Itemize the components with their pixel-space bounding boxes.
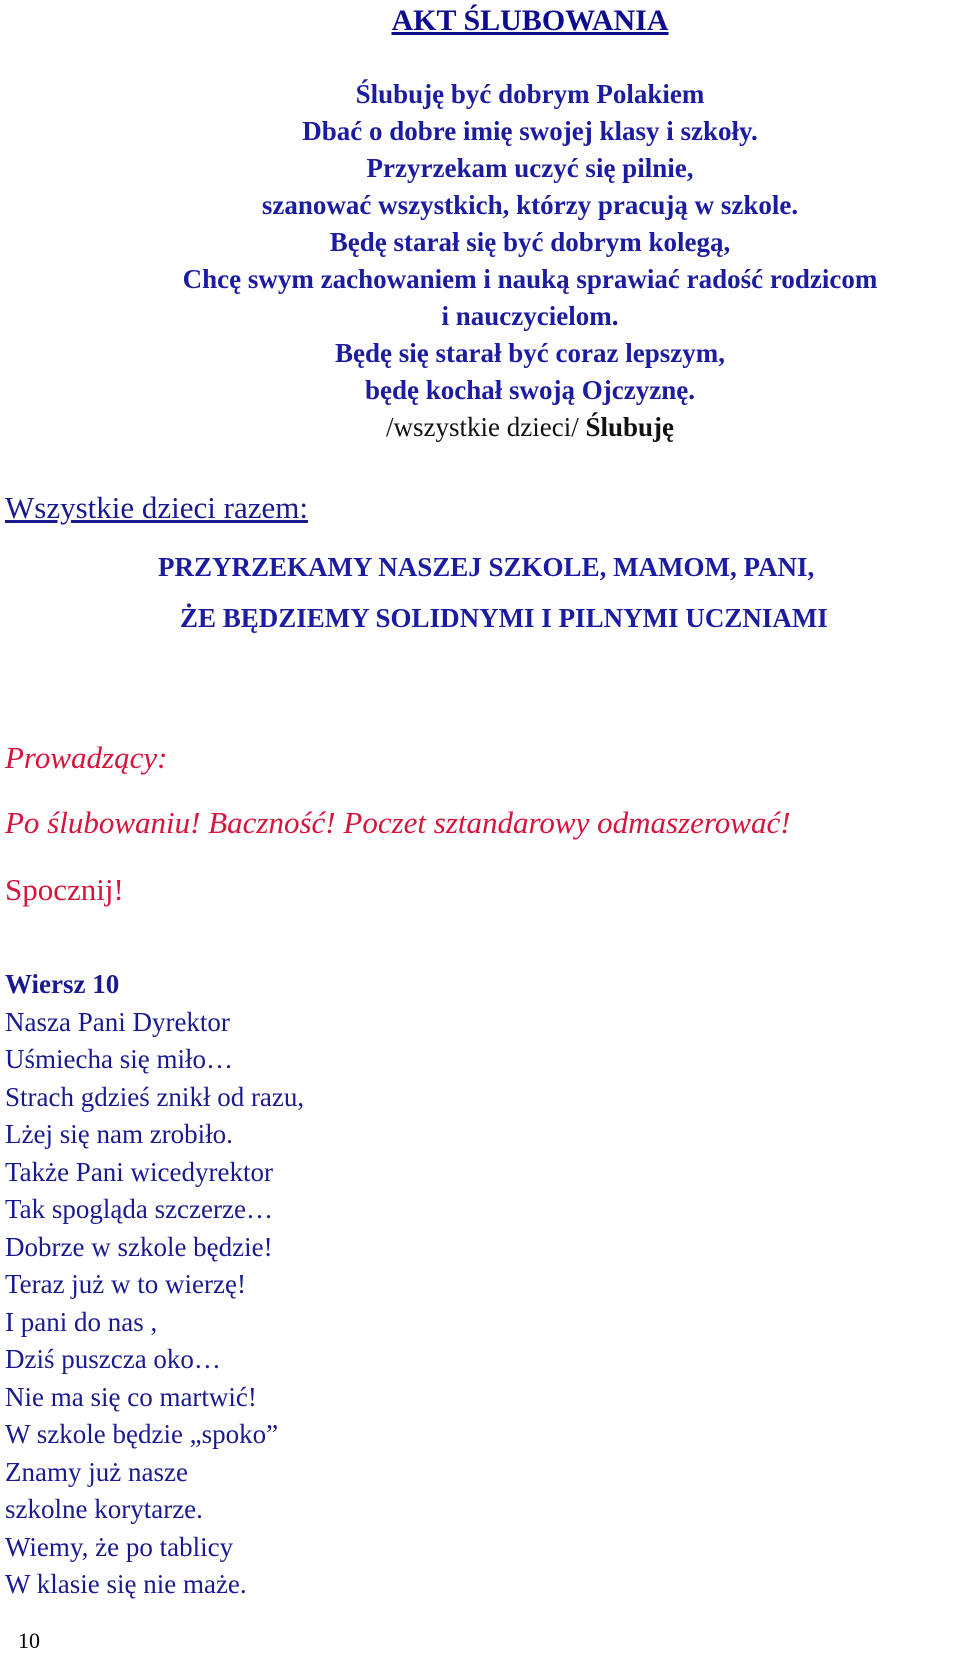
host-command-rest: Spocznij!: [5, 872, 124, 907]
oath-line: Dbać o dobre imię swojej klasy i szkoły.: [302, 116, 758, 146]
poem-line: Wiemy, że po tablicy: [5, 1531, 234, 1562]
poem-line: Uśmiecha się miło…: [5, 1044, 233, 1074]
oath-response-note: /wszystkie dzieci/: [386, 412, 579, 442]
poem-line: I pani do nas ,: [5, 1306, 158, 1337]
oath-line: Przyrzekam uczyć się pilnie,: [366, 153, 694, 183]
oath-line: Chcę swym zachowaniem i nauką sprawiać radość rodzicom: [182, 264, 878, 294]
host-command: Po ślubowaniu! Baczność! Poczet sztandarowy odmaszerować!: [5, 805, 791, 840]
poem-line: Dziś puszcza oko…: [5, 1344, 221, 1374]
poem-line: Także Pani wicedyrektor: [5, 1156, 273, 1187]
poem-line: Znamy już nasze: [5, 1456, 188, 1487]
poem-heading: Wiersz 10: [5, 969, 120, 999]
oath-block: [60, 76, 960, 446]
poem-line: Strach gdzieś znikł od razu,: [5, 1081, 305, 1112]
oath-response-word: Ślubuję: [585, 412, 674, 442]
poem-line: Tak spogląda szczerze…: [5, 1194, 273, 1224]
oath-line: będę kochał swoją Ojczyznę.: [365, 375, 695, 405]
page-number: 10: [18, 1628, 40, 1653]
together-label: Wszystkie dzieci razem:: [5, 490, 308, 525]
poem-line: Dobrze w szkole będzie!: [5, 1231, 273, 1262]
oath-line: Będę się starał być coraz lepszym,: [335, 338, 725, 368]
poem-block: [5, 966, 304, 1604]
oath-line: i nauczycielom.: [441, 301, 619, 331]
poem-line: Teraz już w to wierzę!: [5, 1269, 246, 1299]
promise-line-1: PRZYRZEKAMY NASZEJ SZKOLE, MAMOM, PANI,: [158, 552, 815, 582]
poem-line: Lżej się nam zrobiło.: [5, 1119, 233, 1149]
promise-line-2: ŻE BĘDZIEMY SOLIDNYMI I PILNYMI UCZNIAMI: [180, 603, 828, 633]
oath-response: [60, 409, 960, 446]
poem-line: W klasie się nie maże.: [5, 1569, 247, 1599]
oath-line: Ślubuję być dobrym Polakiem: [355, 79, 705, 109]
poem-line: szkolne korytarze.: [5, 1494, 203, 1524]
oath-line: Będę starał się być dobrym kolegą,: [329, 227, 731, 257]
poem-line: Nasza Pani Dyrektor: [5, 1006, 230, 1037]
promise-block: [158, 552, 828, 634]
poem-line: W szkole będzie „spoko”: [5, 1419, 279, 1449]
poem-line: Nie ma się co martwić!: [5, 1381, 257, 1412]
page-title: AKT ŚLUBOWANIA: [391, 4, 669, 37]
host-label: Prowadzący:: [5, 740, 168, 775]
oath-line: szanować wszystkich, którzy pracują w szkole.: [261, 190, 799, 220]
